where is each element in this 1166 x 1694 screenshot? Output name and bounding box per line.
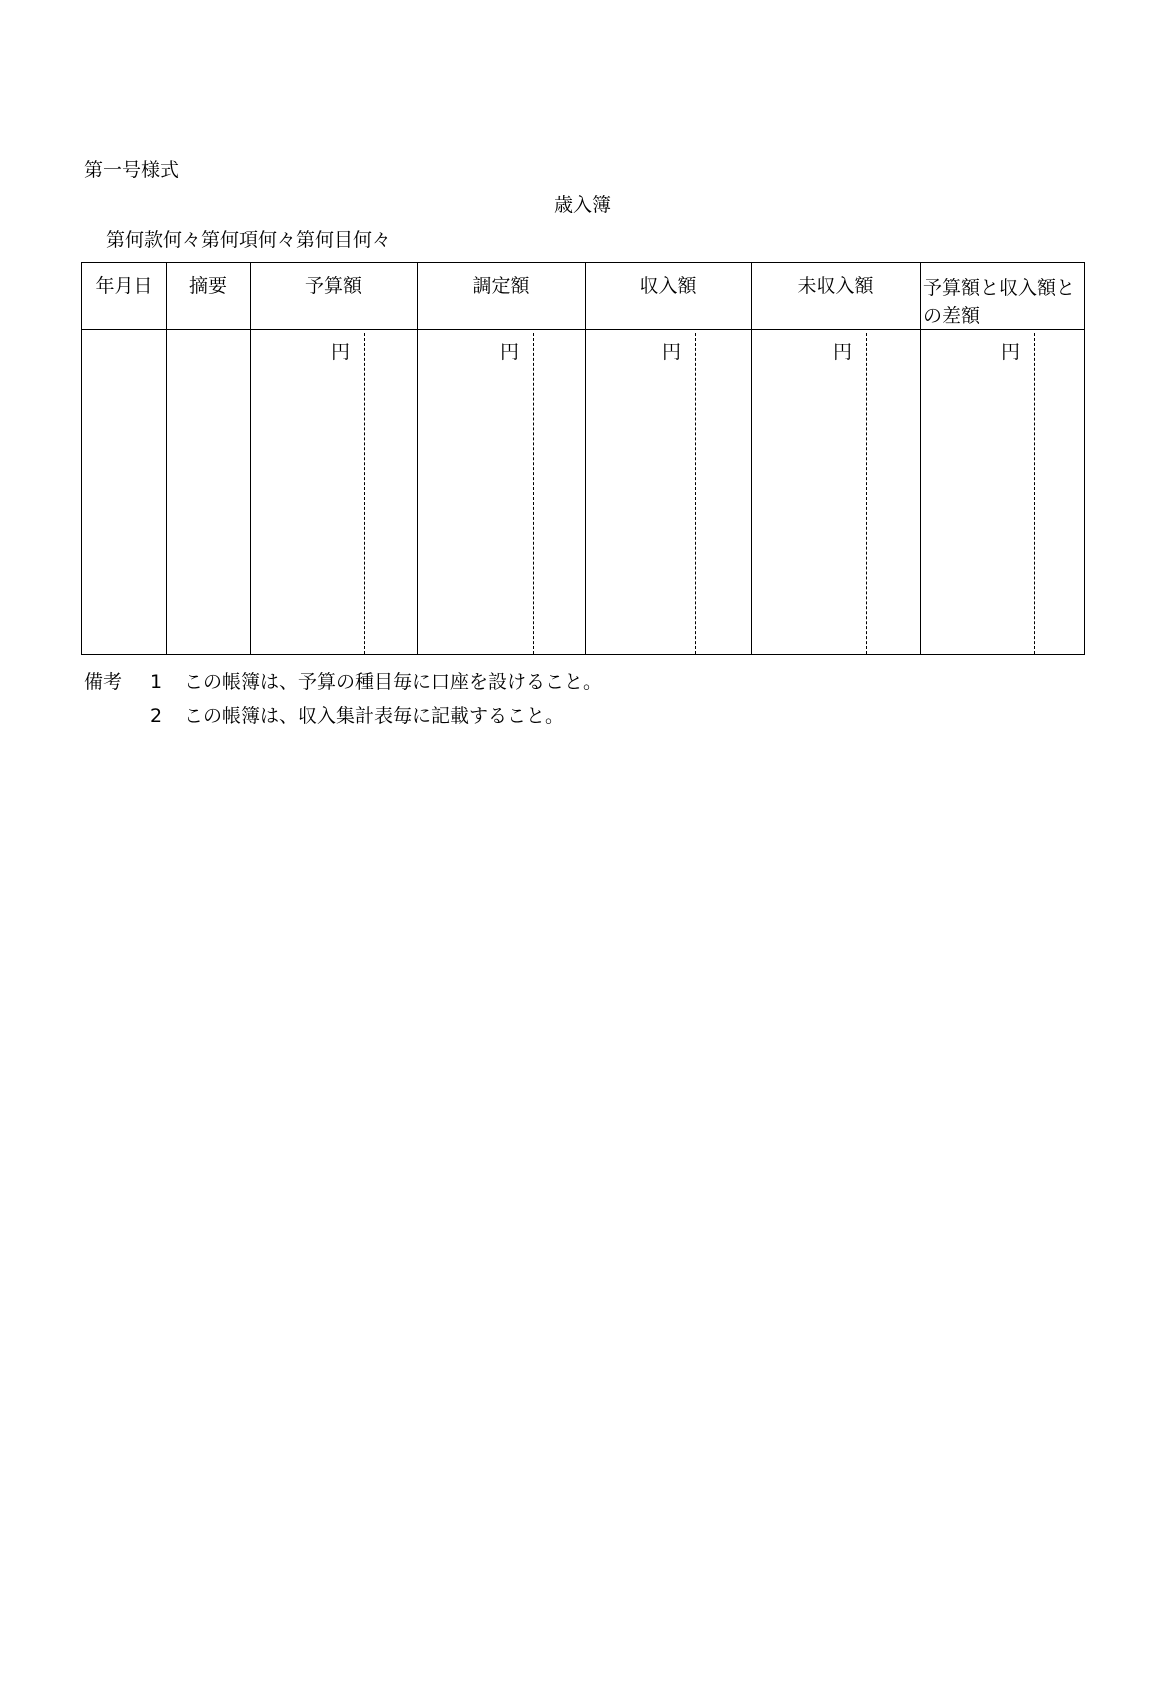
yen-unit: 円 [331, 341, 351, 363]
header-received: 収入額 [639, 275, 697, 297]
page-title: 歳入簿 [554, 194, 612, 216]
header-assessed: 調定額 [472, 275, 530, 297]
header-summary: 摘要 [188, 275, 227, 297]
column-divider [585, 263, 586, 654]
note-number: 1 [150, 671, 163, 693]
yen-unit: 円 [500, 341, 520, 363]
header-unreceived: 未収入額 [797, 275, 874, 297]
yen-unit: 円 [662, 341, 682, 363]
column-divider [250, 263, 251, 654]
yen-dashed-divider [1034, 333, 1035, 654]
yen-dashed-divider [866, 333, 867, 654]
yen-dashed-divider [695, 333, 696, 654]
yen-dashed-divider [533, 333, 534, 654]
column-divider [751, 263, 752, 654]
header-budget: 予算額 [304, 275, 362, 297]
header-difference: 予算額と収入額との差額 [923, 277, 1076, 327]
revenue-ledger-table [81, 262, 1085, 655]
yen-unit: 円 [833, 341, 853, 363]
column-divider [920, 263, 921, 654]
column-divider [417, 263, 418, 654]
notes-label: 備考 [84, 671, 123, 693]
column-divider [166, 263, 167, 654]
yen-unit: 円 [1001, 341, 1021, 363]
yen-dashed-divider [364, 333, 365, 654]
note-text: この帳簿は、予算の種目毎に口座を設けること。 [184, 671, 603, 693]
header-date: 年月日 [95, 275, 153, 297]
form-number: 第一号様式 [84, 159, 180, 181]
subtitle: 第何款何々第何項何々第何目何々 [106, 229, 392, 251]
note-number: 2 [150, 705, 163, 727]
note-text: この帳簿は、収入集計表毎に記載すること。 [184, 705, 565, 727]
